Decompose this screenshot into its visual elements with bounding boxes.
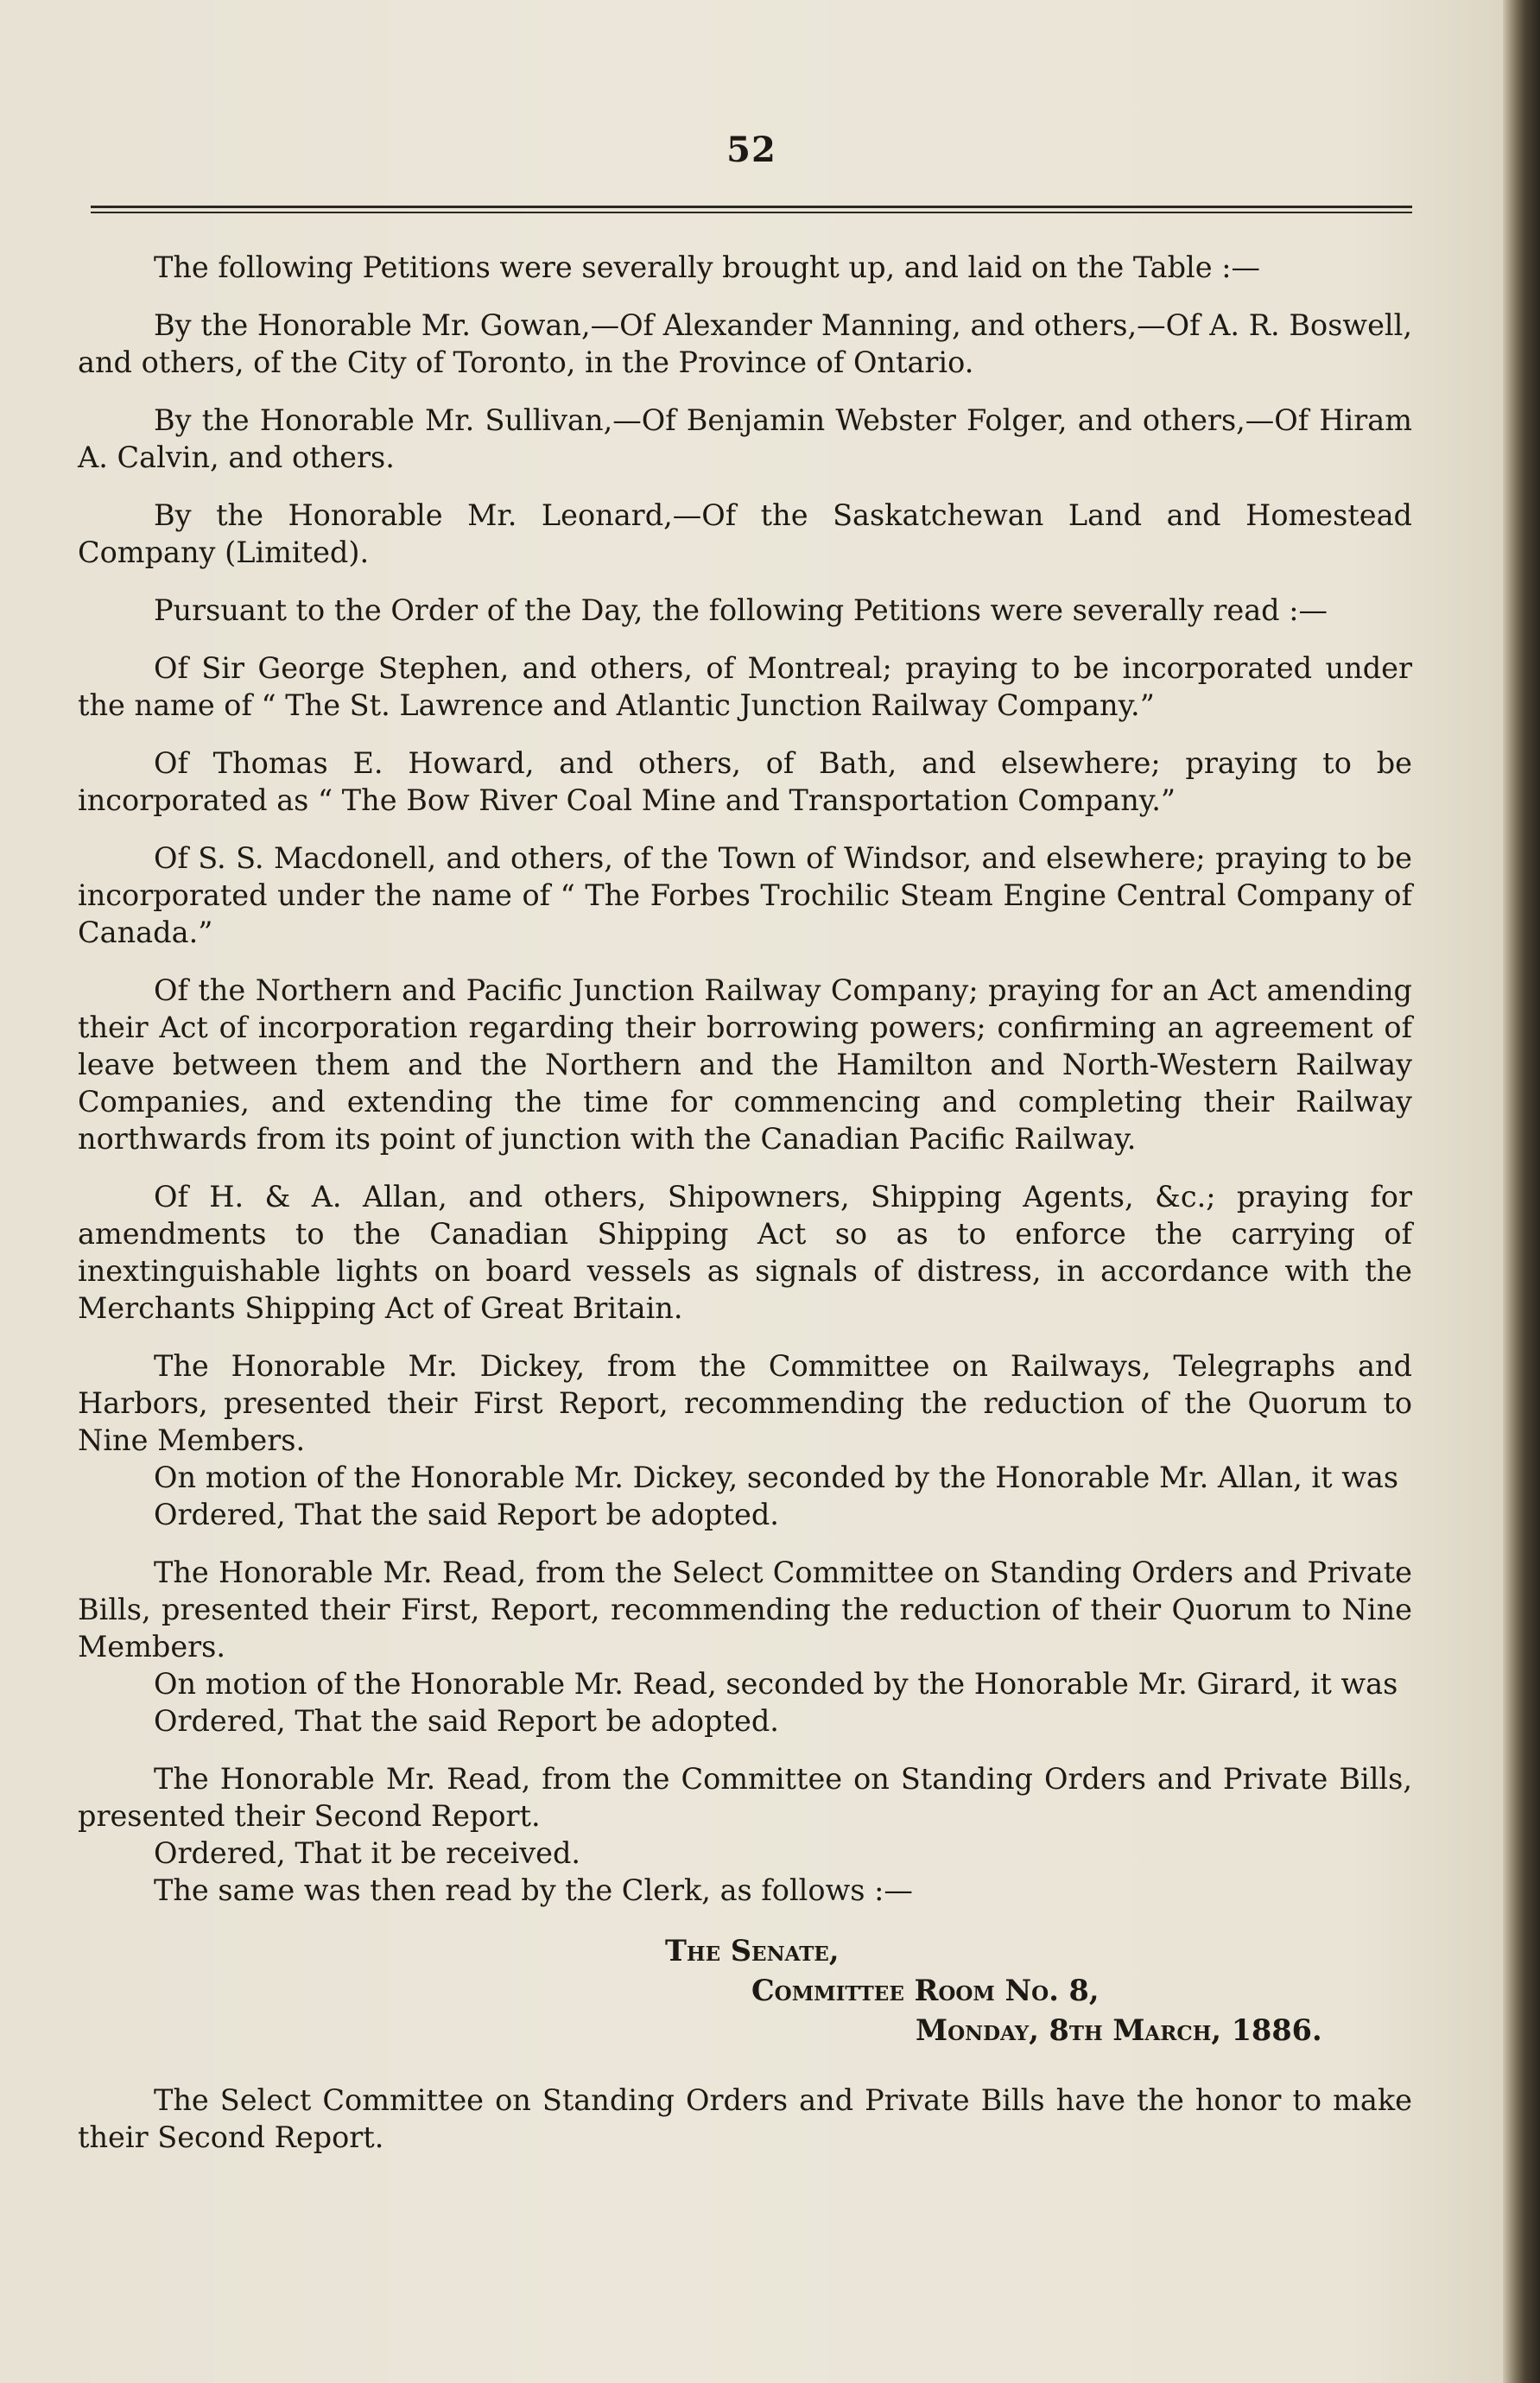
heading-date: Monday, 8th March, 1886. — [916, 2013, 1322, 2047]
book-spine — [1503, 0, 1540, 2383]
report-closing: The Select Committee on Standing Orders and Private Bills have the honor to make their Second Report. — [78, 2083, 1412, 2154]
petitions-intro: The following Petitions were severally brought up, and laid on the Table :— — [154, 250, 1260, 284]
petition-northern-pacific: Of the Northern and Pacific Junction Railway Company; praying for an Act amending their Act of incorporation regarding their borrowing powers; confirming an agreement of leave between them and the Northern and the Hamilton and North-Western Railway Companies, and extending the time for commencing and completing their Railway northwards from its point of junction with the Canadian Pacific Railway. — [78, 973, 1412, 1156]
header-rule — [91, 204, 1412, 216]
heading-senate: The Senate, — [665, 1934, 840, 1968]
read-by-clerk: The same was then read by the Clerk, as follows :— — [154, 1873, 913, 1907]
report-heading — [78, 1931, 1412, 2050]
motion-read: On motion of the Honorable Mr. Read, seconded by the Honorable Mr. Girard, it was — [154, 1667, 1398, 1701]
petition-macdonell: Of S. S. Macdonell, and others, of the Town of Windsor, and elsewhere; praying to be incorporated under the name of “ The Forbes Trochilic Steam Engine Central Company of Canada.” — [78, 841, 1412, 949]
report-read-first: The Honorable Mr. Read, from the Select Committee on Standing Orders and Private Bills, presented their First, Report, recommending the reduction of their Quorum to Nine Members. — [78, 1556, 1412, 1664]
order-received: Ordered, That it be received. — [154, 1836, 581, 1870]
order-of-day: Pursuant to the Order of the Day, the following Petitions were severally read :— — [154, 593, 1328, 627]
rule-line-thick — [91, 206, 1412, 208]
petition-howard: Of Thomas E. Howard, and others, of Bath, and elsewhere; praying to be incorporated as “ The Bow River Coal Mine and Transportation Company.” — [78, 746, 1412, 817]
petition-gowan: By the Honorable Mr. Gowan,—Of Alexander Manning, and others,—Of A. R. Boswell, and others, of the City of Toronto, in the Province of Ontario. — [78, 308, 1412, 379]
rule-line-thin — [91, 212, 1412, 213]
page-number: 52 — [726, 130, 776, 170]
report-dickey: The Honorable Mr. Dickey, from the Committee on Railways, Telegraphs and Harbors, presented their First Report, recommending the reduction of the Quorum to Nine Members. — [78, 1349, 1412, 1457]
document-body — [78, 249, 1412, 2177]
motion-dickey: On motion of the Honorable Mr. Dickey, seconded by the Honorable Mr. Allan, it was — [154, 1461, 1399, 1494]
report-read-second: The Honorable Mr. Read, from the Committee on Standing Orders and Private Bills, presented their Second Report. — [78, 1762, 1412, 1833]
heading-committee-room: Committee Room No. 8, — [751, 1974, 1100, 2007]
petition-allan: Of H. & A. Allan, and others, Shipowners, Shipping Agents, &c.; praying for amendments to the Canadian Shipping Act so as to enforce the carrying of inextinguishable lights on board vessels as signals of distress, in accordance with the Merchants Shipping Act of Great Britain. — [78, 1180, 1412, 1325]
order-read: Ordered, That the said Report be adopted. — [154, 1704, 779, 1738]
order-dickey: Ordered, That the said Report be adopted. — [154, 1498, 779, 1531]
petition-leonard: By the Honorable Mr. Leonard,—Of the Saskatchewan Land and Homestead Company (Limited). — [78, 498, 1412, 569]
petition-sullivan: By the Honorable Mr. Sullivan,—Of Benjamin Webster Folger, and others,—Of Hiram A. Calvin, and others. — [78, 403, 1412, 474]
petition-stephen: Of Sir George Stephen, and others, of Montreal; praying to be incorporated under the name of “ The St. Lawrence and Atlantic Junction Railway Company.” — [78, 651, 1412, 722]
